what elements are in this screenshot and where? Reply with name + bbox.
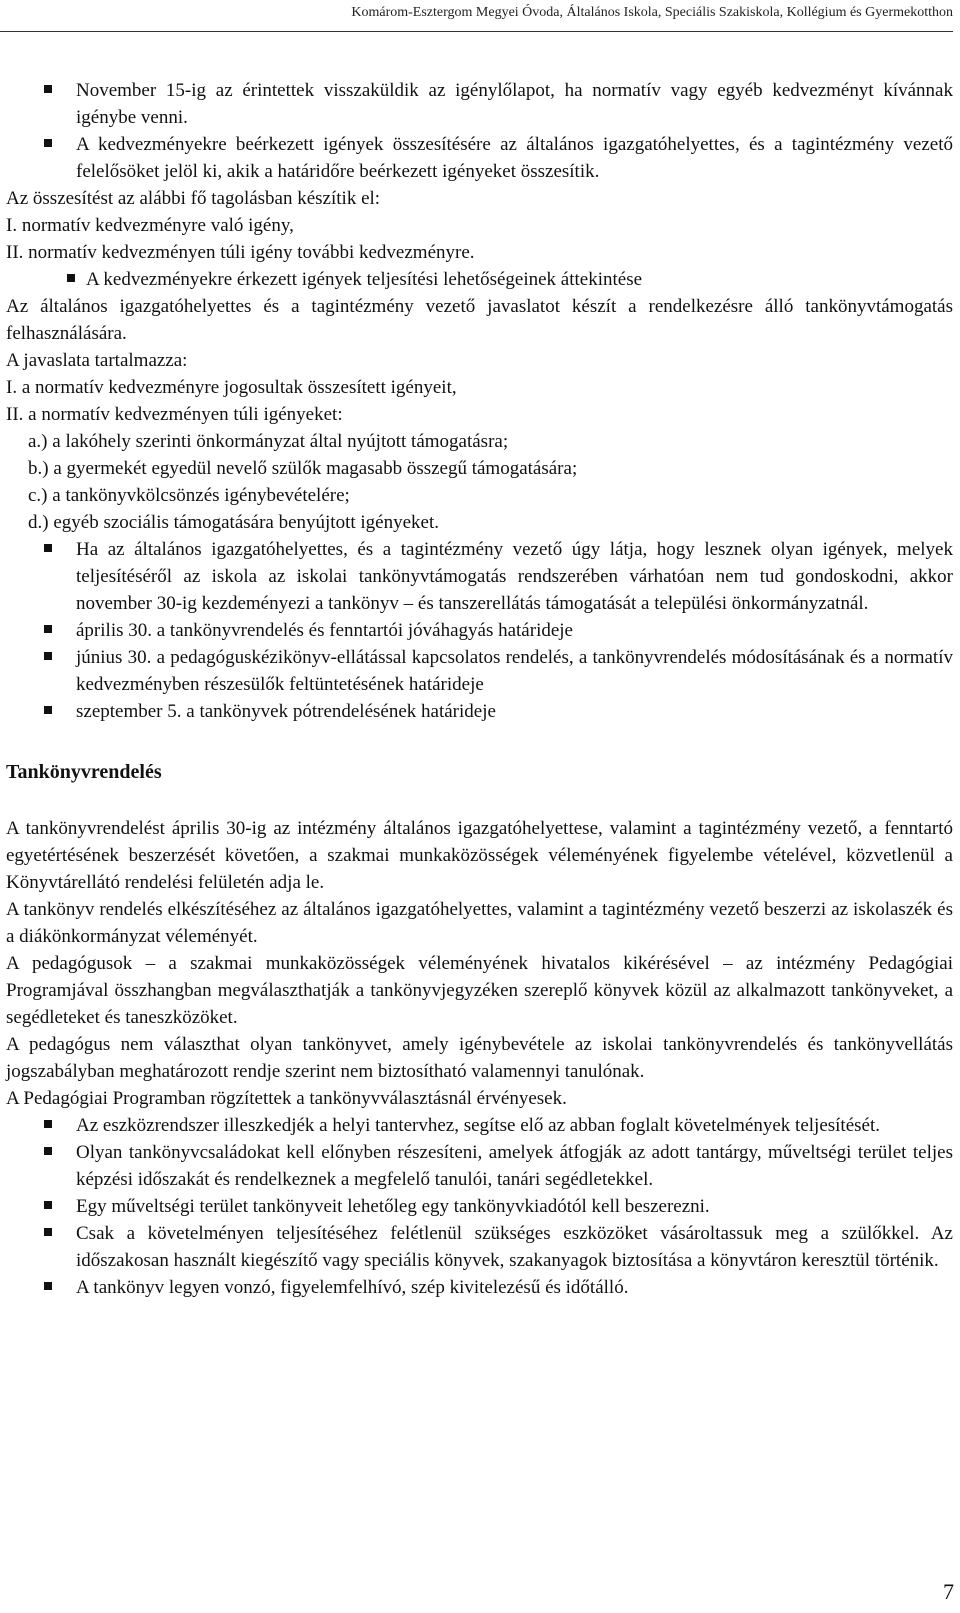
square-bullet-icon: [44, 706, 52, 714]
list-line: II. normatív kedvezményen túli igény további kedvezményre.: [6, 242, 475, 263]
document-body: [6, 77, 953, 1301]
bullet-item: November 15-ig az érintettek visszaküldik az igénylőlapot, ha normatív vagy egyéb kedvezményt kívánnak igénybe venni.: [6, 77, 953, 131]
paragraph: A pedagógus nem választhat olyan tankönyvet, amely igénybevétele az iskolai tankönyvrendelés és tankönyvellátás jogszabályban meghatározott rendje szerint nem biztosítható valamennyi tanulónak.: [6, 1034, 953, 1082]
square-bullet-icon: [44, 1120, 52, 1128]
paragraph: A tankönyv rendelés elkészítéséhez az általános igazgatóhelyettes, valamint a tagintézmény vezető beszerzi az iskolaszék és a diákönkormányzat véleményét.: [6, 899, 953, 947]
running-header: Komárom-Esztergom Megyei Óvoda, Általános Iskola, Speciális Szakiskola, Kollégium és Gyermekotthon: [351, 5, 953, 20]
sub-list-line: d.) egyéb szociális támogatására benyújtott igényeket.: [28, 512, 439, 533]
square-bullet-icon: [44, 1147, 52, 1155]
square-bullet-icon: [44, 1228, 52, 1236]
header-rule: [0, 31, 953, 32]
bullet-item: Csak a követelményen teljesítéséhez felétlenül szükséges eszközöket vásároltassuk meg a szülőkkel. Az időszakosan használt kiegészítő vagy speciális könyvek, szakanyagok biztosítása a könyvtáron keresztül történik.: [6, 1220, 953, 1274]
bullet-item: Egy műveltségi terület tankönyveit lehetőleg egy tankönyvkiadótól kell beszerezni.: [6, 1193, 953, 1220]
bullet-item: június 30. a pedagóguskézikönyv-ellátással kapcsolatos rendelés, a tankönyvrendelés módosításának és a normatív kedvezményben részesülők feltüntetésének határideje: [6, 644, 953, 698]
sub-list-line: b.) a gyermekét egyedül nevelő szülők magasabb összegű támogatására;: [28, 458, 578, 479]
paragraph: A tankönyvrendelést április 30-ig az intézmény általános igazgatóhelyettese, valamint a tagintézmény vezető, a fenntartó egyetértésének beszerzését követően, a szakmai munkaközösségek véleményének figyelembe vételével, közvetlenül a Könyvtárellátó rendelési felületén adja le.: [6, 818, 953, 893]
bullet-item: A tankönyv legyen vonzó, figyelemfelhívó, szép kivitelezésű és időtálló.: [6, 1274, 953, 1301]
bullet-item: szeptember 5. a tankönyvek pótrendelésének határideje: [6, 698, 953, 725]
bullet-item: Az eszközrendszer illeszkedjék a helyi tantervhez, segítse elő az abban foglalt követelmények teljesítését.: [6, 1112, 953, 1139]
square-bullet-icon: [44, 139, 52, 147]
bullet-item: Olyan tankönyvcsaládokat kell előnyben részesíteni, amelyek átfogják az adott tantárgy, műveltségi terület teljes képzési időszakát és rendelkeznek a megfelelő tanulói, tanári segédletekkel.: [6, 1139, 953, 1193]
list-line: II. a normatív kedvezményen túli igényeket:: [6, 404, 343, 425]
list-line: I. normatív kedvezményre való igény,: [6, 215, 294, 236]
sub-list-line: a.) a lakóhely szerinti önkormányzat által nyújtott támogatásra;: [28, 431, 509, 452]
paragraph: A javaslata tartalmazza:: [6, 350, 188, 371]
square-bullet-icon: [44, 1201, 52, 1209]
bullet-item: A kedvezményekre beérkezett igények összesítésére az általános igazgatóhelyettes, és a tagintézmény vezető felelősöket jelöl ki, akik a határidőre beérkezett igényeket összesítik.: [6, 131, 953, 185]
square-bullet-icon: [44, 544, 52, 552]
section-heading: Tankönyvrendelés: [6, 761, 162, 783]
page-number: 7: [943, 1579, 954, 1604]
bullet-item: A kedvezményekre érkezett igények teljesítési lehetőségeinek áttekintése: [6, 266, 953, 293]
paragraph: A pedagógusok – a szakmai munkaközösségek véleményének hivatalos kikérésével – az intézmény Pedagógiai Programjával összhangban megválaszthatják a tankönyvjegyzéken szereplő könyvek közül az alkalmazott tankönyveket, a segédleteket és taneszközöket.: [6, 953, 953, 1028]
square-bullet-icon: [44, 1282, 52, 1290]
square-bullet-icon: [44, 652, 52, 660]
list-line: I. a normatív kedvezményre jogosultak összesített igényeit,: [6, 377, 457, 398]
paragraph: Az összesítést az alábbi fő tagolásban készítik el:: [6, 188, 381, 209]
sub-list-line: c.) a tankönyvkölcsönzés igénybevételére;: [28, 485, 350, 506]
paragraph: A Pedagógiai Programban rögzítettek a tankönyvválasztásnál érvényesek.: [6, 1088, 567, 1109]
bullet-item: Ha az általános igazgatóhelyettes, és a tagintézmény vezető úgy látja, hogy lesznek olyan igények, melyek teljesítéséről az iskola az iskolai tankönyvtámogatás rendszerében várhatóan nem tud gondoskodni, akkor november 30-ig kezdeményezi a tankönyv – és tanszerellátás támogatását a települési önkormányzatnál.: [6, 536, 953, 617]
paragraph: Az általános igazgatóhelyettes és a tagintézmény vezető javaslatot készít a rendelkezésre álló tankönyvtámogatás felhasználására.: [6, 296, 953, 344]
square-bullet-icon: [44, 85, 52, 93]
square-bullet-icon: [44, 625, 52, 633]
bullet-item: április 30. a tankönyvrendelés és fenntartói jóváhagyás határideje: [6, 617, 953, 644]
square-bullet-icon: [67, 274, 75, 282]
